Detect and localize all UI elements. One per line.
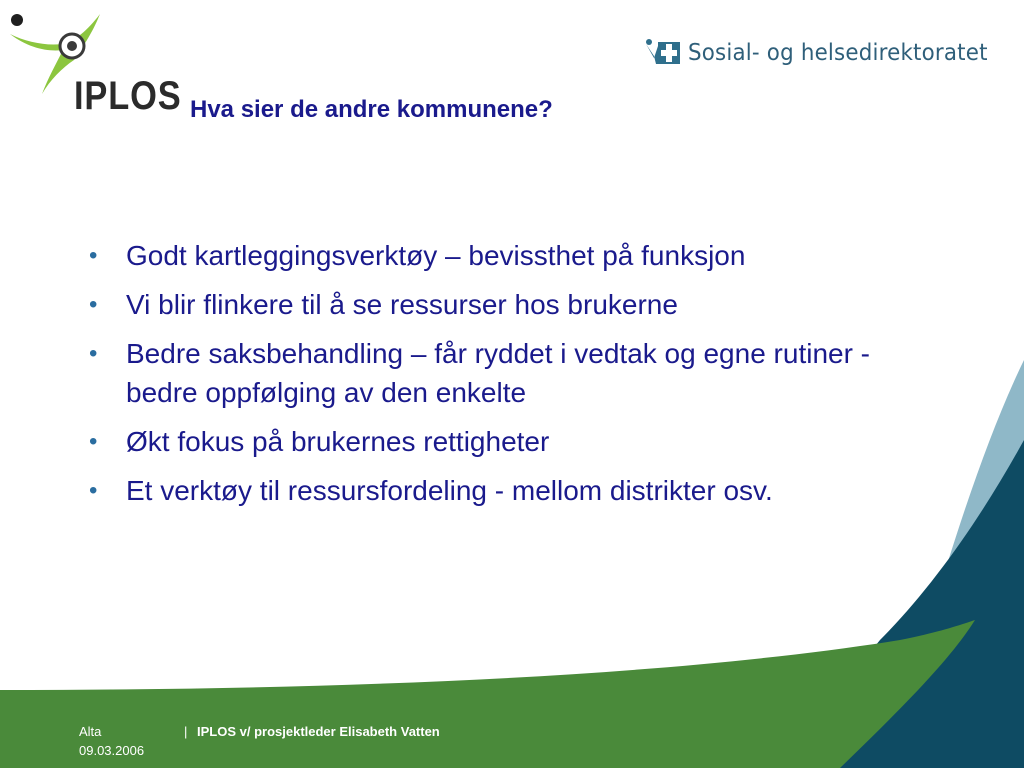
bullet-text: Et verktøy til ressursfordeling - mellom distrikter osv. [126, 475, 773, 506]
footer-place: Alta [79, 724, 102, 739]
bullet-dot-icon: • [89, 291, 98, 318]
bullet-text: Godt kartleggingsverktøy – bevissthet på funksjon [126, 240, 746, 271]
directorate-logo-text: Sosial- og helsedirektoratet [688, 40, 988, 66]
bullet-dot-icon: • [89, 242, 98, 269]
bullet-item [86, 334, 946, 412]
iplos-logo [8, 8, 182, 118]
footer-presenter: IPLOS v/ prosjektleder Elisabeth Vatten [197, 724, 440, 739]
directorate-emblem-icon [644, 38, 682, 68]
slide-title: Hva sier de andre kommunene? [190, 96, 553, 123]
footer-date: 09.03.2006 [79, 743, 145, 758]
bullet-item [86, 471, 946, 510]
bullet-text: Vi blir flinkere til å se ressurser hos brukerne [126, 289, 678, 320]
footer [0, 710, 1024, 768]
bullet-dot-icon: • [89, 477, 98, 504]
bullet-text: Bedre saksbehandling – får ryddet i vedtak og egne rutiner - bedre oppfølging av den enkelte [126, 338, 871, 408]
iplos-logo-text: IPLOS [74, 74, 182, 118]
bullet-item [86, 422, 946, 461]
directorate-logo [644, 37, 1010, 69]
footer-separator: | [184, 724, 188, 739]
bullet-item [86, 285, 946, 324]
bullet-item [86, 236, 946, 275]
bullet-dot-icon: • [89, 428, 98, 455]
bullet-list [86, 236, 946, 520]
bullet-text: Økt fokus på brukernes rettigheter [126, 426, 550, 457]
bullet-dot-icon: • [89, 340, 98, 367]
